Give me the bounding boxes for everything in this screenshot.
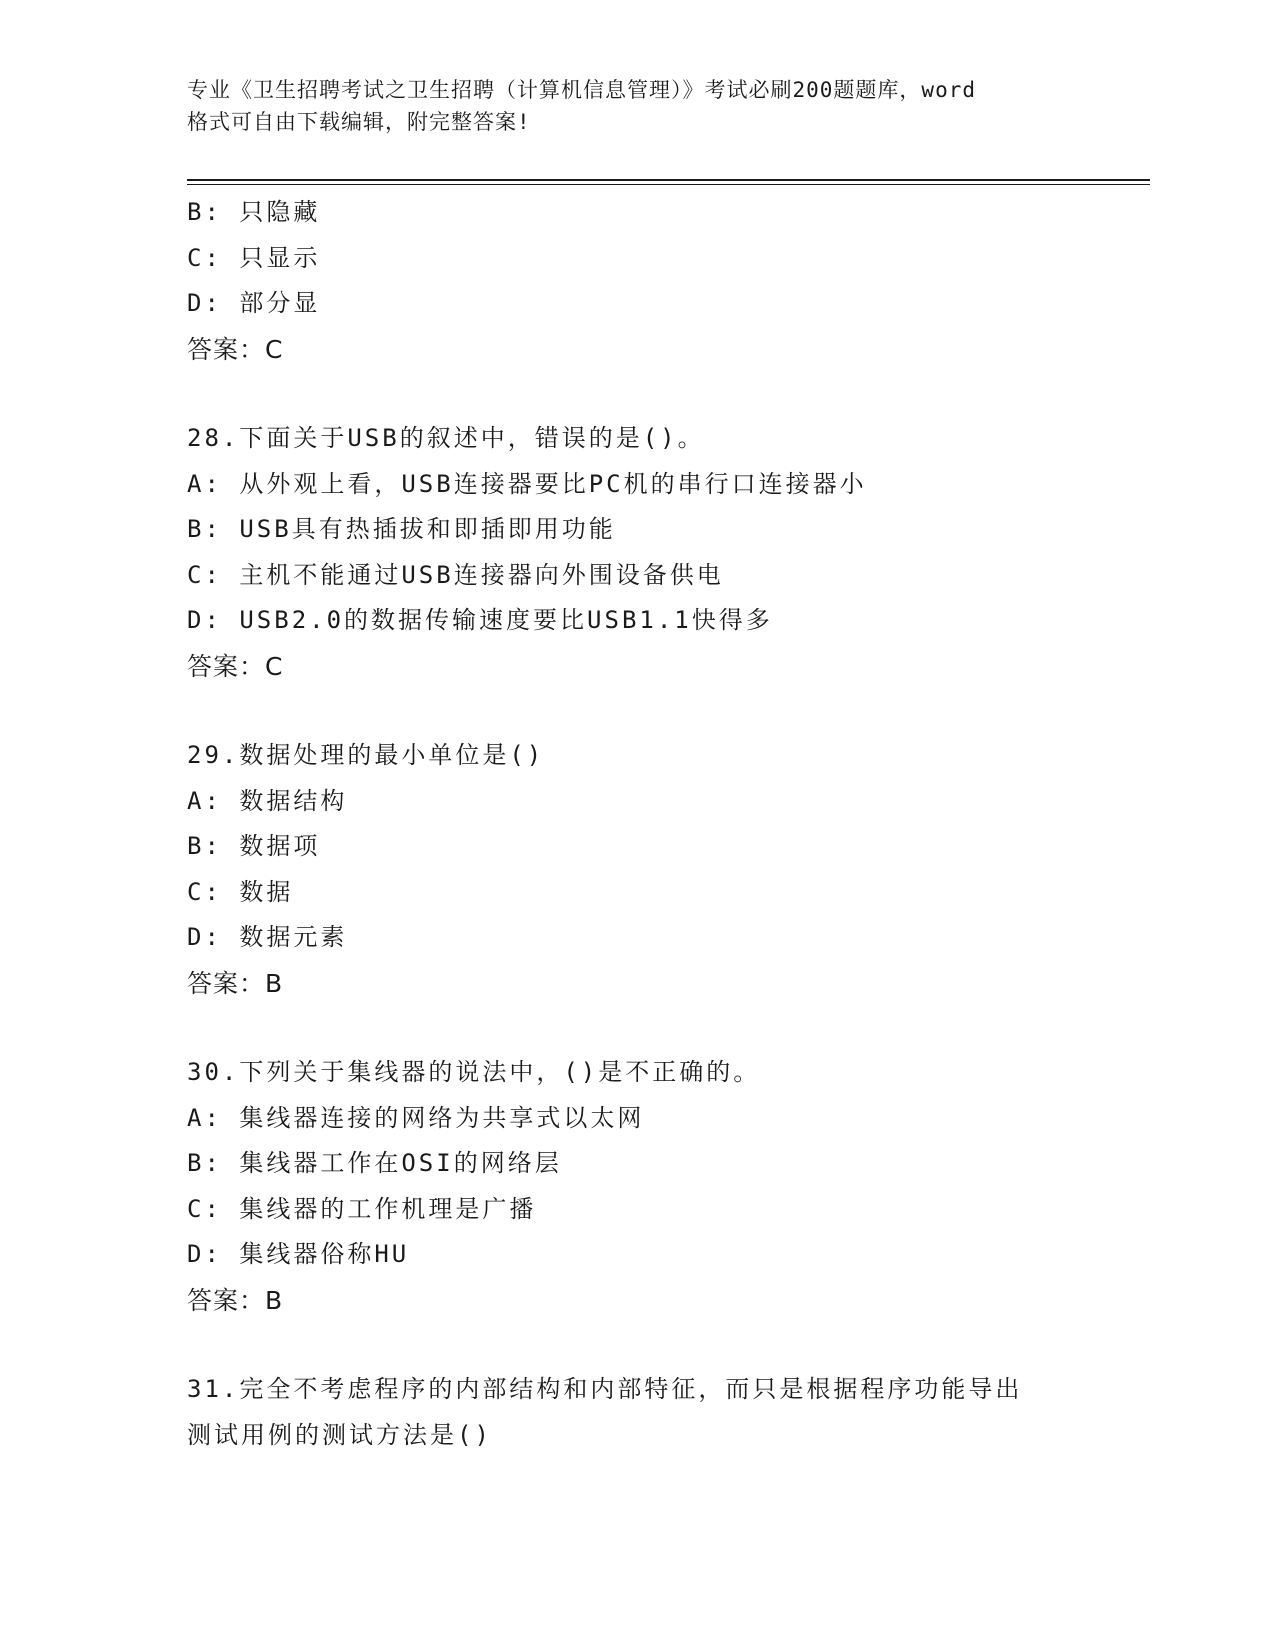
question-text-line-2: 测试用例的测试方法是()	[187, 1420, 492, 1449]
option-c: C: 主机不能通过USB连接器向外围设备供电	[187, 560, 724, 589]
option-c: C: 数据	[187, 877, 294, 906]
option-b: B: 集线器工作在OSI的网络层	[187, 1149, 562, 1177]
option-d: D: USB2.0的数据传输速度要比USB1.1快得多	[187, 606, 773, 634]
answer-line: 答案：B	[187, 1285, 284, 1315]
option-d: D: 部分显	[187, 289, 321, 317]
question-list	[187, 190, 1087, 1458]
answer-line: 答案：B	[187, 968, 284, 998]
option-c: C: 集线器的工作机理是广播	[187, 1194, 537, 1223]
option-b: B: USB具有热插拔和即插即用功能	[187, 515, 616, 543]
question-text: 28.下面关于USB的叙述中，错误的是()。	[187, 424, 705, 452]
option-d: D: 数据元素	[187, 923, 348, 951]
question-text: 29.数据处理的最小单位是()	[187, 741, 545, 769]
answer-line: 答案：C	[187, 651, 284, 681]
option-a: A: 集线器连接的网络为共享式以太网	[187, 1103, 645, 1132]
answer-line: 答案：C	[187, 334, 284, 364]
header-divider-thick	[187, 179, 1150, 181]
header-line-1: 专业《卫生招聘考试之卫生招聘（计算机信息管理）》考试必刷200题题库，word	[187, 78, 976, 102]
option-c: C: 只显示	[187, 243, 321, 272]
header-line-2: 格式可自由下载编辑，附完整答案!	[187, 110, 531, 134]
option-b: B: 数据项	[187, 832, 321, 860]
question-block-29	[187, 733, 1087, 1006]
option-a: A: 数据结构	[187, 786, 348, 815]
question-block-30	[187, 1050, 1087, 1323]
option-b: B: 只隐藏	[187, 198, 321, 226]
header-divider-thin	[187, 184, 1150, 185]
question-block-31	[187, 1367, 1087, 1458]
question-block-28	[187, 416, 1087, 689]
option-a: A: 从外观上看，USB连接器要比PC机的串行口连接器小	[187, 469, 867, 498]
question-text-line-1: 31.完全不考虑程序的内部结构和内部特征，而只是根据程序功能导出	[187, 1375, 1023, 1403]
document-header	[187, 74, 1087, 138]
option-d: D: 集线器俗称HU	[187, 1240, 410, 1268]
question-block-27	[187, 190, 1087, 372]
question-text: 30.下列关于集线器的说法中，()是不正确的。	[187, 1058, 761, 1086]
